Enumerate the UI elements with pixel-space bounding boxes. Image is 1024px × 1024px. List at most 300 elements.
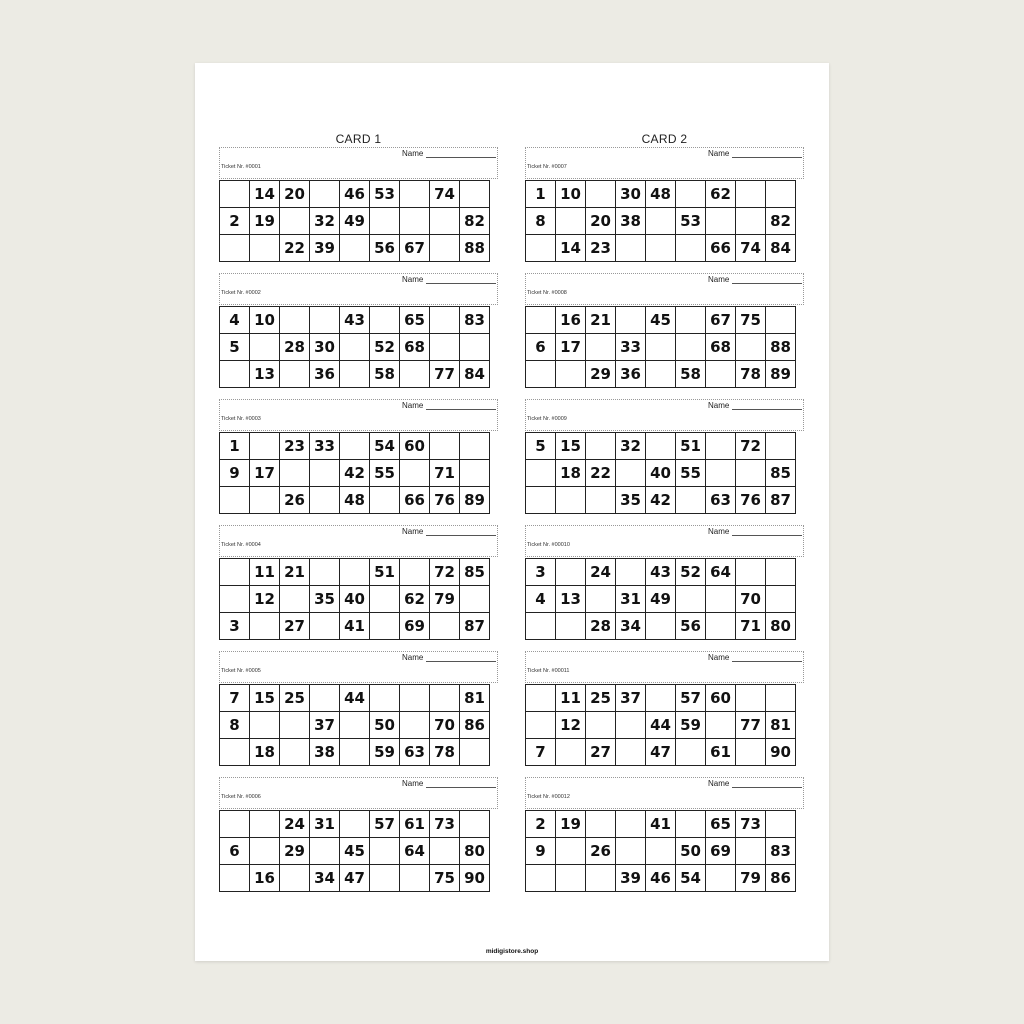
number-cell (586, 334, 616, 361)
number-cell (220, 739, 250, 766)
number-cell: 80 (766, 613, 796, 640)
number-cell (736, 685, 766, 712)
number-cell (250, 712, 280, 739)
number-cell (220, 586, 250, 613)
number-cell (526, 235, 556, 262)
number-cell: 1 (526, 181, 556, 208)
number-cell: 45 (646, 307, 676, 334)
number-cell: 5 (526, 433, 556, 460)
number-cell: 73 (736, 811, 766, 838)
number-cell: 36 (616, 361, 646, 388)
number-cell: 34 (616, 613, 646, 640)
number-cell (340, 739, 370, 766)
number-cell (616, 307, 646, 334)
number-cell (430, 235, 460, 262)
number-cell: 69 (400, 613, 430, 640)
number-cell: 54 (370, 433, 400, 460)
number-cell (370, 307, 400, 334)
number-cell (676, 586, 706, 613)
number-cell: 57 (676, 685, 706, 712)
grid-row (526, 865, 796, 892)
number-cell (766, 433, 796, 460)
number-cell (280, 712, 310, 739)
number-cell: 65 (400, 307, 430, 334)
number-cell (310, 613, 340, 640)
number-cell: 66 (706, 235, 736, 262)
number-cell: 38 (310, 739, 340, 766)
ticket-grid (525, 180, 796, 262)
ticket-header (219, 651, 498, 683)
ticket (219, 273, 498, 392)
number-cell (736, 838, 766, 865)
number-cell: 7 (526, 739, 556, 766)
number-cell (526, 685, 556, 712)
number-cell: 86 (766, 865, 796, 892)
number-cell: 68 (400, 334, 430, 361)
number-cell: 80 (460, 838, 490, 865)
number-cell (400, 181, 430, 208)
number-cell: 77 (736, 712, 766, 739)
ticket (525, 525, 804, 644)
grid-row (220, 235, 490, 262)
number-cell: 49 (646, 586, 676, 613)
number-cell (736, 208, 766, 235)
number-cell: 24 (586, 559, 616, 586)
number-cell (586, 487, 616, 514)
ticket-header (525, 777, 804, 809)
number-cell: 24 (280, 811, 310, 838)
number-cell: 41 (340, 613, 370, 640)
ticket-grid (525, 306, 796, 388)
number-cell: 25 (280, 685, 310, 712)
number-cell (340, 433, 370, 460)
grid-row (220, 613, 490, 640)
number-cell (766, 811, 796, 838)
number-cell: 15 (250, 685, 280, 712)
number-cell: 55 (370, 460, 400, 487)
number-cell: 51 (370, 559, 400, 586)
number-cell (526, 361, 556, 388)
ticket-grid (525, 558, 796, 640)
number-cell: 64 (400, 838, 430, 865)
number-cell (646, 685, 676, 712)
number-cell (250, 334, 280, 361)
number-cell: 37 (616, 685, 646, 712)
number-cell: 70 (736, 586, 766, 613)
number-cell (310, 460, 340, 487)
number-cell (586, 586, 616, 613)
number-cell: 66 (400, 487, 430, 514)
number-cell (340, 811, 370, 838)
number-cell (706, 208, 736, 235)
number-cell (616, 235, 646, 262)
number-cell: 71 (736, 613, 766, 640)
number-cell (370, 865, 400, 892)
grid-row (220, 811, 490, 838)
number-cell: 39 (310, 235, 340, 262)
number-cell: 90 (766, 739, 796, 766)
name-write-line (426, 157, 496, 158)
grid-row (220, 739, 490, 766)
number-cell: 42 (646, 487, 676, 514)
number-cell: 74 (736, 235, 766, 262)
ticket-header (525, 147, 804, 179)
number-cell: 13 (250, 361, 280, 388)
number-cell: 3 (526, 559, 556, 586)
number-cell: 26 (586, 838, 616, 865)
grid-row (220, 712, 490, 739)
number-cell (460, 586, 490, 613)
number-cell (370, 613, 400, 640)
number-cell: 75 (736, 307, 766, 334)
number-cell: 30 (616, 181, 646, 208)
number-cell (736, 460, 766, 487)
number-cell (340, 361, 370, 388)
number-cell: 14 (556, 235, 586, 262)
number-cell: 10 (250, 307, 280, 334)
number-cell (706, 712, 736, 739)
name-label: Name (402, 653, 424, 662)
number-cell (646, 613, 676, 640)
number-cell (280, 586, 310, 613)
number-cell: 68 (706, 334, 736, 361)
ticket-number: Ticket Nr. #0005 (221, 668, 261, 674)
number-cell (400, 712, 430, 739)
number-cell: 59 (676, 712, 706, 739)
number-cell: 30 (310, 334, 340, 361)
number-cell: 12 (250, 586, 280, 613)
number-cell: 23 (586, 235, 616, 262)
grid-row (220, 208, 490, 235)
number-cell: 27 (280, 613, 310, 640)
number-cell: 32 (310, 208, 340, 235)
name-write-line (426, 535, 496, 536)
site-footer: midigistore.shop (485, 948, 539, 955)
grid-row (526, 811, 796, 838)
number-cell (766, 181, 796, 208)
name-write-line (732, 787, 802, 788)
ticket-header (219, 273, 498, 305)
number-cell (400, 361, 430, 388)
number-cell: 49 (340, 208, 370, 235)
number-cell: 45 (340, 838, 370, 865)
grid-row (526, 181, 796, 208)
grid-row (220, 181, 490, 208)
name-write-line (426, 661, 496, 662)
number-cell (460, 334, 490, 361)
number-cell (340, 559, 370, 586)
name-label: Name (402, 275, 424, 284)
ticket-grid (525, 810, 796, 892)
number-cell: 44 (340, 685, 370, 712)
number-cell (310, 685, 340, 712)
number-cell: 76 (430, 487, 460, 514)
number-cell (280, 307, 310, 334)
number-cell: 60 (400, 433, 430, 460)
number-cell: 15 (556, 433, 586, 460)
number-cell: 19 (556, 811, 586, 838)
number-cell: 88 (460, 235, 490, 262)
number-cell: 42 (340, 460, 370, 487)
number-cell: 86 (460, 712, 490, 739)
ticket-grid (219, 558, 490, 640)
number-cell: 71 (430, 460, 460, 487)
number-cell: 10 (556, 181, 586, 208)
number-cell (616, 838, 646, 865)
number-cell (676, 811, 706, 838)
number-cell: 75 (430, 865, 460, 892)
number-cell (430, 838, 460, 865)
number-cell: 84 (766, 235, 796, 262)
number-cell (430, 208, 460, 235)
name-write-line (426, 787, 496, 788)
ticket-header (219, 525, 498, 557)
number-cell (706, 613, 736, 640)
number-cell (370, 208, 400, 235)
number-cell: 37 (310, 712, 340, 739)
number-cell (400, 208, 430, 235)
ticket-number: Ticket Nr. #0007 (527, 164, 567, 170)
number-cell: 48 (340, 487, 370, 514)
number-cell: 11 (250, 559, 280, 586)
number-cell (706, 433, 736, 460)
number-cell: 8 (220, 712, 250, 739)
number-cell (280, 739, 310, 766)
number-cell (526, 460, 556, 487)
number-cell: 48 (646, 181, 676, 208)
number-cell (706, 460, 736, 487)
name-write-line (732, 409, 802, 410)
number-cell (220, 559, 250, 586)
number-cell: 21 (280, 559, 310, 586)
ticket-number: Ticket Nr. #00012 (527, 794, 570, 800)
number-cell: 2 (526, 811, 556, 838)
number-cell (586, 811, 616, 838)
grid-row (220, 460, 490, 487)
number-cell: 88 (766, 334, 796, 361)
grid-row (220, 307, 490, 334)
number-cell: 29 (586, 361, 616, 388)
ticket-header (525, 525, 804, 557)
number-cell: 16 (556, 307, 586, 334)
number-cell (556, 865, 586, 892)
number-cell: 2 (220, 208, 250, 235)
ticket-number: Ticket Nr. #0003 (221, 416, 261, 422)
number-cell: 20 (280, 181, 310, 208)
number-cell: 17 (250, 460, 280, 487)
number-cell: 6 (220, 838, 250, 865)
number-cell (586, 181, 616, 208)
ticket-header (219, 147, 498, 179)
number-cell (586, 865, 616, 892)
number-cell: 31 (616, 586, 646, 613)
number-cell (646, 433, 676, 460)
number-cell (586, 712, 616, 739)
ticket-grid (219, 306, 490, 388)
grid-row (526, 712, 796, 739)
number-cell: 34 (310, 865, 340, 892)
number-cell (766, 685, 796, 712)
number-cell (280, 361, 310, 388)
grid-row (526, 613, 796, 640)
ticket-number: Ticket Nr. #0006 (221, 794, 261, 800)
number-cell (556, 838, 586, 865)
number-cell: 67 (706, 307, 736, 334)
grid-row (526, 307, 796, 334)
number-cell: 9 (220, 460, 250, 487)
number-cell (736, 334, 766, 361)
number-cell: 5 (220, 334, 250, 361)
number-cell (556, 361, 586, 388)
number-cell: 82 (766, 208, 796, 235)
number-cell (310, 838, 340, 865)
number-cell (370, 487, 400, 514)
number-cell (616, 811, 646, 838)
number-cell: 17 (556, 334, 586, 361)
number-cell (310, 487, 340, 514)
number-cell (616, 559, 646, 586)
number-cell: 57 (370, 811, 400, 838)
number-cell: 28 (280, 334, 310, 361)
number-cell: 90 (460, 865, 490, 892)
number-cell (430, 685, 460, 712)
grid-row (526, 685, 796, 712)
number-cell: 12 (556, 712, 586, 739)
number-cell (766, 559, 796, 586)
number-cell (250, 613, 280, 640)
number-cell (676, 181, 706, 208)
number-cell: 58 (370, 361, 400, 388)
ticket-grid (219, 432, 490, 514)
number-cell (676, 334, 706, 361)
number-cell: 76 (736, 487, 766, 514)
ticket (219, 651, 498, 770)
number-cell: 28 (586, 613, 616, 640)
number-cell: 56 (676, 613, 706, 640)
number-cell: 73 (430, 811, 460, 838)
number-cell (370, 838, 400, 865)
number-cell: 60 (706, 685, 736, 712)
number-cell: 78 (736, 361, 766, 388)
grid-row (526, 334, 796, 361)
name-write-line (426, 409, 496, 410)
grid-row (526, 487, 796, 514)
number-cell (706, 586, 736, 613)
number-cell: 23 (280, 433, 310, 460)
number-cell: 31 (310, 811, 340, 838)
ticket-header (525, 273, 804, 305)
number-cell: 47 (646, 739, 676, 766)
number-cell: 32 (616, 433, 646, 460)
number-cell (430, 613, 460, 640)
ticket (525, 147, 804, 266)
number-cell: 64 (706, 559, 736, 586)
number-cell (250, 235, 280, 262)
number-cell: 40 (646, 460, 676, 487)
number-cell: 39 (616, 865, 646, 892)
ticket-grid (219, 180, 490, 262)
number-cell (310, 307, 340, 334)
name-label: Name (708, 653, 730, 662)
grid-row (220, 334, 490, 361)
ticket-grid (219, 810, 490, 892)
number-cell: 85 (460, 559, 490, 586)
number-cell (526, 613, 556, 640)
number-cell (250, 433, 280, 460)
number-cell: 89 (460, 487, 490, 514)
number-cell: 69 (706, 838, 736, 865)
number-cell: 70 (430, 712, 460, 739)
number-cell (310, 181, 340, 208)
bingo-sheet (195, 63, 829, 961)
number-cell: 59 (370, 739, 400, 766)
number-cell (706, 361, 736, 388)
number-cell: 13 (556, 586, 586, 613)
number-cell: 63 (706, 487, 736, 514)
number-cell (400, 559, 430, 586)
number-cell: 40 (340, 586, 370, 613)
number-cell (586, 433, 616, 460)
number-cell: 4 (526, 586, 556, 613)
card-title: CARD 2 (641, 132, 688, 146)
number-cell: 19 (250, 208, 280, 235)
number-cell: 61 (706, 739, 736, 766)
number-cell (556, 613, 586, 640)
number-cell (616, 739, 646, 766)
name-write-line (732, 157, 802, 158)
number-cell: 81 (766, 712, 796, 739)
number-cell: 54 (676, 865, 706, 892)
number-cell: 56 (370, 235, 400, 262)
ticket-number: Ticket Nr. #00010 (527, 542, 570, 548)
number-cell (676, 307, 706, 334)
ticket-grid (219, 684, 490, 766)
number-cell: 74 (430, 181, 460, 208)
number-cell (340, 334, 370, 361)
number-cell: 87 (460, 613, 490, 640)
number-cell (646, 208, 676, 235)
number-cell (460, 181, 490, 208)
number-cell: 58 (676, 361, 706, 388)
number-cell: 9 (526, 838, 556, 865)
number-cell: 41 (646, 811, 676, 838)
number-cell (460, 811, 490, 838)
number-cell: 83 (766, 838, 796, 865)
grid-row (526, 361, 796, 388)
number-cell: 47 (340, 865, 370, 892)
number-cell: 79 (430, 586, 460, 613)
ticket-number: Ticket Nr. #0004 (221, 542, 261, 548)
number-cell (526, 712, 556, 739)
number-cell (676, 235, 706, 262)
number-cell: 1 (220, 433, 250, 460)
number-cell: 18 (250, 739, 280, 766)
number-cell: 44 (646, 712, 676, 739)
number-cell: 27 (586, 739, 616, 766)
number-cell: 62 (706, 181, 736, 208)
name-write-line (426, 283, 496, 284)
number-cell: 51 (676, 433, 706, 460)
number-cell: 61 (400, 811, 430, 838)
grid-row (220, 361, 490, 388)
number-cell: 67 (400, 235, 430, 262)
number-cell (310, 559, 340, 586)
number-cell: 79 (736, 865, 766, 892)
number-cell: 50 (676, 838, 706, 865)
number-cell (280, 460, 310, 487)
number-cell (646, 361, 676, 388)
ticket (219, 399, 498, 518)
